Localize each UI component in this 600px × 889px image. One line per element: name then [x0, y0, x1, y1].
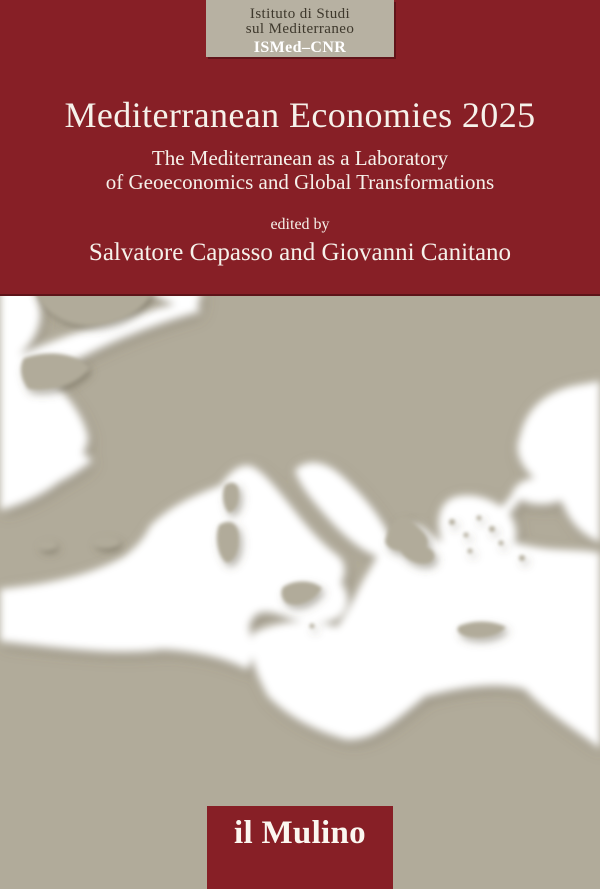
subtitle-line1: The Mediterranean as a Laboratory	[151, 146, 449, 170]
book-title: Mediterranean Economies 2025	[64, 95, 536, 135]
institute-acronym: ISMed–CNR	[253, 39, 347, 56]
aegean-island-3	[477, 516, 482, 521]
publisher-logo: il Mulino	[234, 815, 366, 851]
institute-banner	[206, 0, 394, 57]
publisher-box	[207, 806, 393, 889]
mediterranean-map	[0, 296, 600, 889]
subtitle-line2: of Geoeconomics and Global Transformations	[105, 170, 495, 194]
institute-name-line2: sul Mediterraneo	[245, 21, 355, 37]
balearic-island-small	[38, 541, 56, 550]
aegean-island-6	[468, 549, 473, 554]
aegean-island-5	[499, 541, 504, 546]
aegean-island-1	[449, 519, 455, 525]
book-subtitle	[0, 146, 600, 194]
balearic-island-large	[93, 537, 119, 548]
edited-by-label: edited by	[270, 216, 330, 233]
rhodes-island	[519, 555, 525, 561]
aegean-island-2	[464, 533, 469, 538]
institute-name-line1: Istituto di Studi	[249, 6, 351, 22]
editors-names: Salvatore Capasso and Giovanni Canitano	[88, 239, 512, 266]
cover-header	[0, 0, 600, 296]
aegean-island-4	[489, 526, 495, 532]
malta-island	[310, 624, 315, 629]
